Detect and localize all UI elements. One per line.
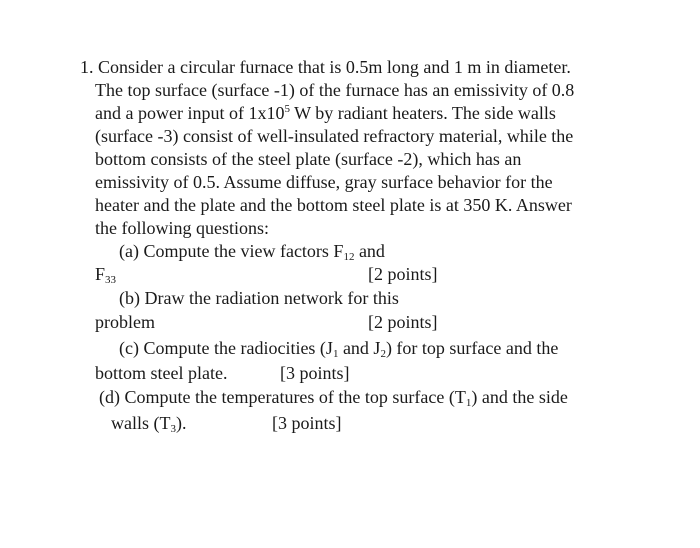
part-c-line-2 [95, 362, 227, 385]
part-d-points: [3 points] [272, 413, 342, 433]
problem-line-4 [95, 125, 573, 148]
part-c-line-1 [119, 337, 558, 360]
part-b-text-1: (b) Draw the radiation network for this [119, 288, 399, 308]
intro-text-2: The top surface (surface -1) of the furnace has an emissivity of 0.8 [95, 80, 575, 100]
part-c-text-1c: ) for top surface and the [385, 338, 559, 358]
part-b-points: [2 points] [368, 312, 438, 332]
intro-text-5: bottom consists of the steel plate (surface -2), which has an [95, 149, 522, 169]
intro-text-3a: and a power input of 1x10 [95, 103, 285, 123]
part-b-text-2: problem [95, 312, 155, 332]
part-b-line-2 [95, 311, 155, 334]
part-d-line-1 [99, 386, 568, 409]
part-d-line-2 [111, 412, 186, 435]
problem-line-6 [95, 171, 553, 194]
part-c-text-1b: and J [338, 338, 381, 358]
problem-line-2 [95, 79, 574, 102]
problem-line-3 [95, 102, 556, 125]
problem-line-1 [80, 56, 571, 79]
part-a-text-2: F [95, 264, 106, 284]
intro-text-3b: W by radiant heaters. The side walls [289, 103, 556, 123]
part-a-subscript-12: 12 [343, 251, 355, 263]
part-a-text-1: (a) Compute the view factors F [119, 241, 344, 261]
part-d-text-2a: walls (T [111, 413, 171, 433]
part-c-subscript-2: 2 [380, 348, 386, 360]
part-d-subscript-1: 1 [465, 397, 472, 409]
part-c-subscript-1: 1 [332, 348, 339, 360]
part-d-text-1a: (d) Compute the temperatures of the top surface (T [99, 387, 466, 407]
problem-line-8 [95, 217, 269, 240]
part-a-subscript-33: 33 [105, 274, 117, 286]
part-c-text-1a: (c) Compute the radiocities (J [119, 338, 333, 358]
part-a-line-1 [119, 240, 385, 263]
part-b-line-1 [119, 287, 399, 310]
part-d-text-2b: ). [175, 413, 187, 433]
problem-line-5 [95, 148, 521, 171]
problem-number: 1. [80, 57, 94, 77]
part-a-line-2 [95, 263, 116, 286]
part-a-points: [2 points] [368, 264, 438, 284]
power-exponent: 5 [284, 103, 290, 115]
part-c-text-2: bottom steel plate. [95, 363, 228, 383]
problem-line-7 [95, 194, 572, 217]
intro-text-6: emissivity of 0.5. Assume diffuse, gray surface behavior for the [95, 172, 553, 192]
part-a-text-1b: and [354, 241, 385, 261]
intro-text-4: (surface -3) consist of well-insulated refractory material, while the [95, 126, 574, 146]
intro-text-8: the following questions: [95, 218, 269, 238]
intro-text-7: heater and the plate and the bottom steel plate is at 350 K. Answer [95, 195, 572, 215]
part-d-subscript-3: 3 [170, 423, 176, 435]
part-d-text-1b: ) and the side [471, 387, 568, 407]
part-c-points: [3 points] [280, 363, 350, 383]
intro-text-1: Consider a circular furnace that is 0.5m long and 1 m in diameter. [98, 57, 571, 77]
